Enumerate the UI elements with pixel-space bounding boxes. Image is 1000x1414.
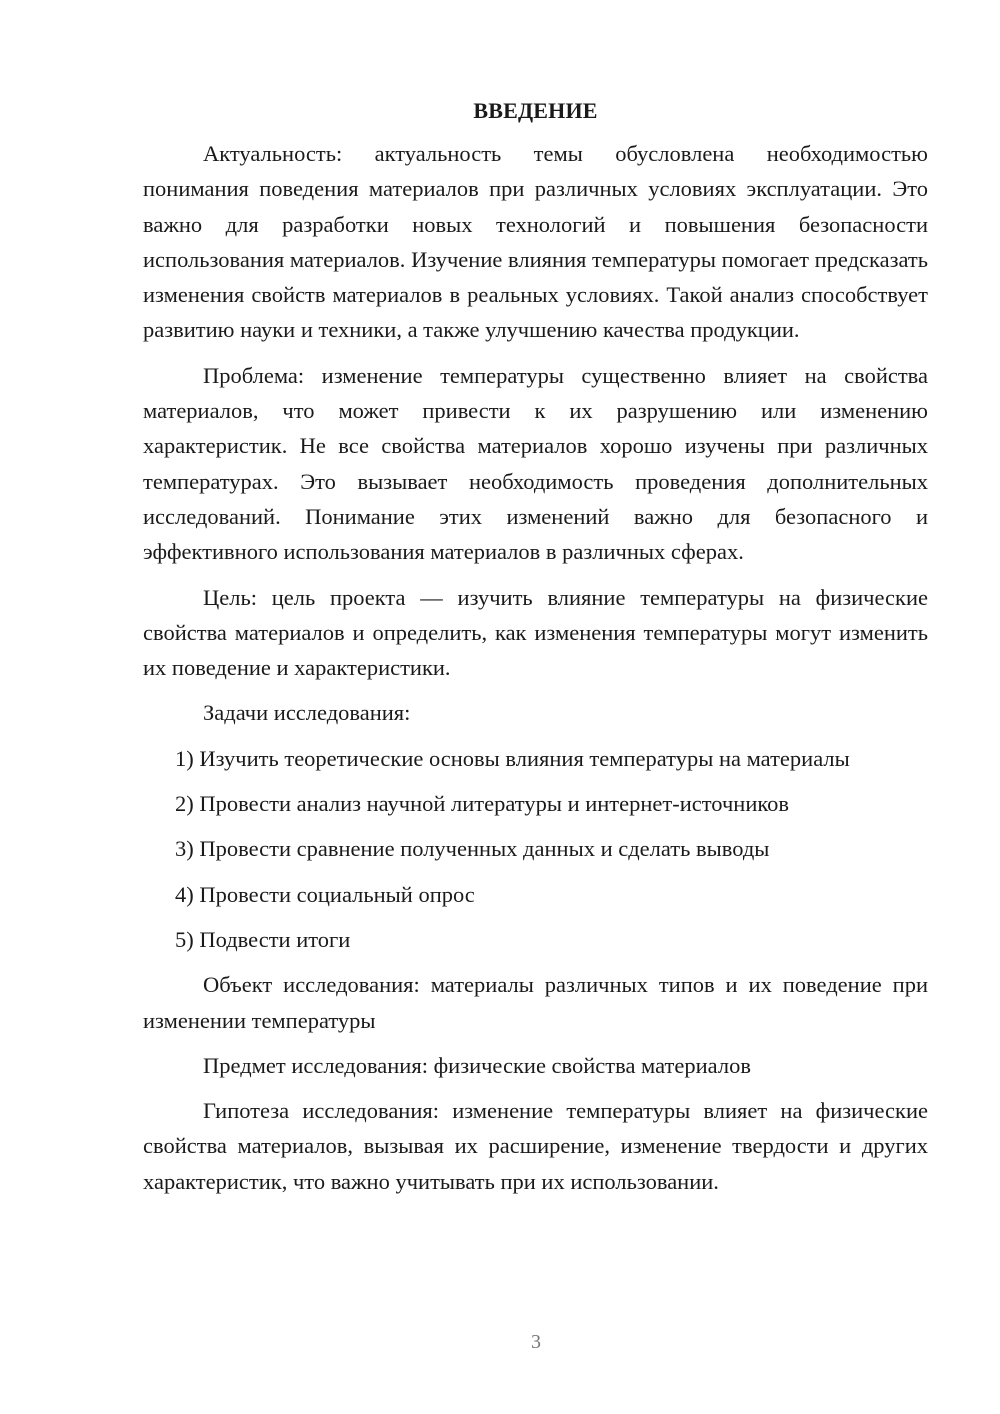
paragraph-subject: Предмет исследования: физические свойства материалов: [203, 1052, 751, 1078]
paragraph-object: Объект исследования: материалы различных типов и их поведение при изменении температуры: [143, 972, 928, 1033]
list-item: 1) Изучить теоретические основы влияния температуры на материалы: [175, 745, 850, 771]
paragraph-hypothesis: Гипотеза исследования: изменение температуры влияет на физические свойства материалов, вызывая их расширение, изменение твердости и других характеристик, что важно учитывать при их использовании.: [143, 1098, 928, 1194]
tasks-heading: Задачи исследования:: [203, 700, 411, 726]
paragraph-relevance: Актуальность: актуальность темы обусловлена необходимостью понимания поведения материалов при различных условиях эксплуатации. Это важно для разработки новых технологий и повышения безопасности использования материалов. Изучение влияния температуры помогает предсказать изменения свойств материалов в реальных условиях. Такой анализ способствует развитию науки и техники, а также улучшению качества продукции.: [143, 141, 928, 343]
page-number: 3: [531, 1331, 541, 1353]
list-item: 2) Провести анализ научной литературы и интернет-источников: [175, 791, 790, 817]
paragraph-problem: Проблема: изменение температуры существенно влияет на свойства материалов, что может привести к их разрушению или изменению характеристик. Не все свойства материалов хорошо изучены при различных температурах. Это вызывает необходимость проведения дополнительных исследований. Понимание этих изменений важно для безопасного и эффективного использования материалов в различных сферах.: [143, 362, 928, 565]
list-item: 5) Подвести итоги: [175, 926, 351, 952]
paragraph-goal: Цель: цель проекта — изучить влияние температуры на физические свойства материалов и определить, как изменения температуры могут изменить их поведение и характеристики.: [143, 584, 928, 681]
list-item: 4) Провести социальный опрос: [175, 881, 475, 907]
page-content: [143, 93, 928, 1209]
list-item: 3) Провести сравнение полученных данных и сделать выводы: [175, 836, 770, 862]
tasks-list: [143, 741, 928, 957]
section-title: ВВЕДЕНИЕ: [473, 98, 598, 123]
